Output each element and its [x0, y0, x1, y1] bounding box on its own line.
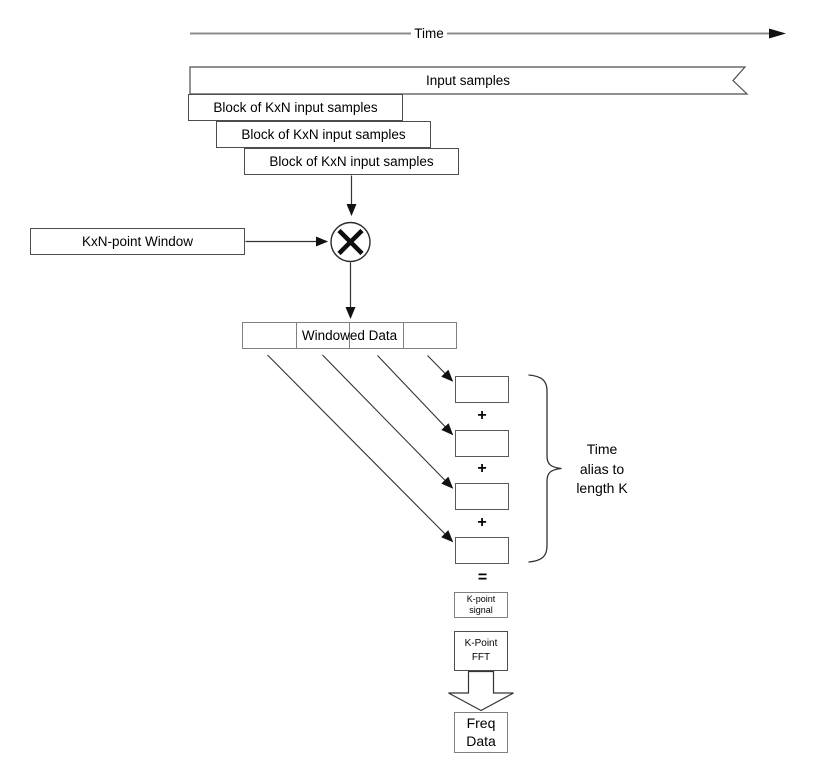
freq-data-line2: Data: [466, 733, 496, 749]
k-point-signal-line1: K-point: [466, 593, 496, 604]
plus-operator-3: +: [477, 513, 487, 531]
alias-brace-label-line3: length K: [576, 480, 628, 497]
time-axis-arrow: [190, 29, 786, 39]
down-block-arrow-icon: [449, 672, 514, 711]
alias-brace-label-line1: Time: [586, 441, 618, 458]
time-arrowhead-icon: [769, 29, 786, 39]
windowed-data-box: [242, 322, 457, 349]
alias-brace-label-line2: alias to: [579, 460, 625, 477]
freq-data-line1: Freq: [466, 715, 496, 731]
window-box-label: KxN-point Window: [81, 233, 194, 249]
k-point-signal-box: [454, 592, 508, 618]
input-block-3-label: Block of KxN input samples: [269, 153, 434, 169]
input-block-1-label: Block of KxN input samples: [213, 99, 378, 115]
alias-brace-label: [552, 440, 652, 499]
equals-operator: =: [477, 569, 488, 586]
windowed-data-label: Windowed Data: [301, 327, 398, 343]
alias-arrow-4: [428, 356, 453, 382]
plus-operator-1: +: [477, 406, 487, 424]
k-point-signal-line2: signal: [469, 605, 493, 615]
alias-arrow-2: [323, 355, 453, 488]
freq-data-box: [454, 712, 508, 753]
input-block-2: [216, 121, 431, 148]
input-block-3: [244, 148, 459, 175]
input-samples-label: Input samples: [425, 73, 511, 88]
input-block-2-label: Block of KxN input samples: [241, 126, 406, 142]
segment-divider-3: [403, 323, 404, 348]
alias-arrow-1: [268, 355, 453, 542]
plus-operator-2: +: [477, 460, 487, 477]
alias-box-2: [455, 430, 509, 457]
multiply-icon: [331, 223, 370, 262]
k-point-fft-box: [454, 631, 508, 671]
alias-box-1: [455, 376, 509, 403]
window-box: [30, 228, 245, 255]
alias-box-4: [455, 537, 509, 564]
input-block-1: [188, 94, 403, 121]
k-point-fft-line1: K-Point: [464, 637, 498, 649]
time-axis-label: Time: [411, 26, 447, 42]
k-point-fft-line2: FFT: [471, 652, 491, 663]
alias-box-3: [455, 483, 509, 510]
segment-divider-1: [296, 323, 297, 348]
